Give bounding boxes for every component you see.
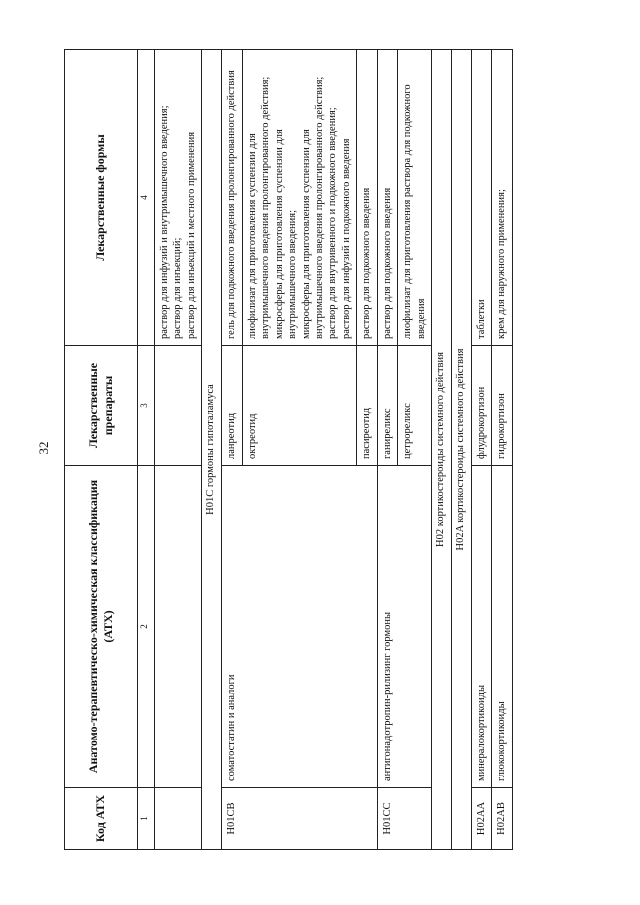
- column-number-row: [138, 50, 155, 850]
- forms-cell: [222, 50, 242, 346]
- forms-cell: [155, 50, 202, 346]
- code-cell: H02AA: [472, 788, 492, 850]
- header-drugs: Лекарственные препараты: [65, 346, 138, 466]
- code-cell: H02AB: [492, 788, 512, 850]
- atc-cell: глюкокортикоиды: [492, 466, 512, 788]
- forms-cell: [377, 50, 397, 346]
- header-atc: Анатомо-терапевтическо-химическая классификация (АТХ): [65, 466, 138, 788]
- form-line: гель для подкожного введения пролонгированного действия: [226, 70, 238, 339]
- form-line: раствор для инъекций и местного применения: [185, 131, 197, 339]
- drug-cell: ланреотид: [222, 346, 242, 466]
- form-line: раствор для подкожного введения: [381, 187, 393, 339]
- atc-cell: соматостатин и аналоги: [222, 466, 377, 788]
- form-line: раствор для внутривенного и подкожного введения;: [327, 107, 339, 339]
- section-row: [432, 50, 452, 850]
- table-row: [472, 50, 492, 850]
- drug-cell: флудрокортизон: [472, 346, 492, 466]
- table-row: [222, 50, 242, 850]
- header-code: Код АТХ: [65, 788, 138, 850]
- section-h02: H02 кортикостероиды системного действия: [432, 50, 452, 850]
- form-line: лиофилизат для приготовления раствора для подкожного введения: [402, 84, 427, 339]
- code-cell: H01CB: [222, 788, 377, 850]
- column-number: 2: [138, 466, 155, 788]
- drug-classification-table: [64, 49, 513, 850]
- drug-cell: октреотид: [242, 346, 357, 466]
- column-number: 1: [138, 788, 155, 850]
- section-h02a: H02A кортикостероиды системного действия: [452, 50, 472, 850]
- section-row: [452, 50, 472, 850]
- forms-cell: [472, 50, 492, 346]
- form-line: крем для наружного применения;: [496, 189, 508, 339]
- form-line: раствор для инъекций;: [172, 237, 184, 339]
- form-line: таблетки: [476, 299, 487, 339]
- drug-cell: цетрореликс: [398, 346, 432, 466]
- column-number: 4: [138, 50, 155, 346]
- forms-cell: [357, 50, 377, 346]
- column-number: 3: [138, 346, 155, 466]
- form-line: микросферы для приготовления суспензии для внутримышечного введения;: [273, 129, 299, 339]
- form-line: микросферы для приготовления суспензии для внутримышечного введения пролонгированного действия;: [300, 76, 325, 339]
- table-row: [377, 50, 397, 850]
- atc-cell: [155, 466, 202, 788]
- table-row: [155, 50, 202, 850]
- page-number: 32: [36, 441, 51, 455]
- code-cell: H01CC: [377, 788, 431, 850]
- header-row: [65, 50, 138, 850]
- header-forms: Лекарственные формы: [65, 50, 138, 346]
- form-line: раствор для подкожного введения: [361, 187, 373, 339]
- drug-cell: гидрокортизон: [492, 346, 512, 466]
- table-row: [492, 50, 512, 850]
- forms-cell: [492, 50, 512, 346]
- drug-table-container: [64, 50, 592, 850]
- forms-cell: [242, 50, 357, 346]
- forms-cell: [398, 50, 432, 346]
- section-row: [202, 50, 222, 850]
- form-line: раствор для инфузий и внутримышечного введения;: [159, 105, 170, 339]
- drug-cell: ганиреликс: [377, 346, 397, 466]
- code-cell: [155, 788, 202, 850]
- drug-cell: [155, 346, 202, 466]
- atc-cell: минералокортикоиды: [472, 466, 492, 788]
- form-line: лиофилизат для приготовления суспензии для внутримышечного введения пролонгированного действия;: [246, 76, 272, 339]
- atc-cell: антигонадотропин-рилизинг гормоны: [377, 466, 431, 788]
- section-h01c: H01C гормоны гипоталамуса: [202, 50, 222, 850]
- form-line: раствор для инфузий и подкожного введения: [340, 138, 352, 339]
- drug-cell: пасиреотид: [357, 346, 377, 466]
